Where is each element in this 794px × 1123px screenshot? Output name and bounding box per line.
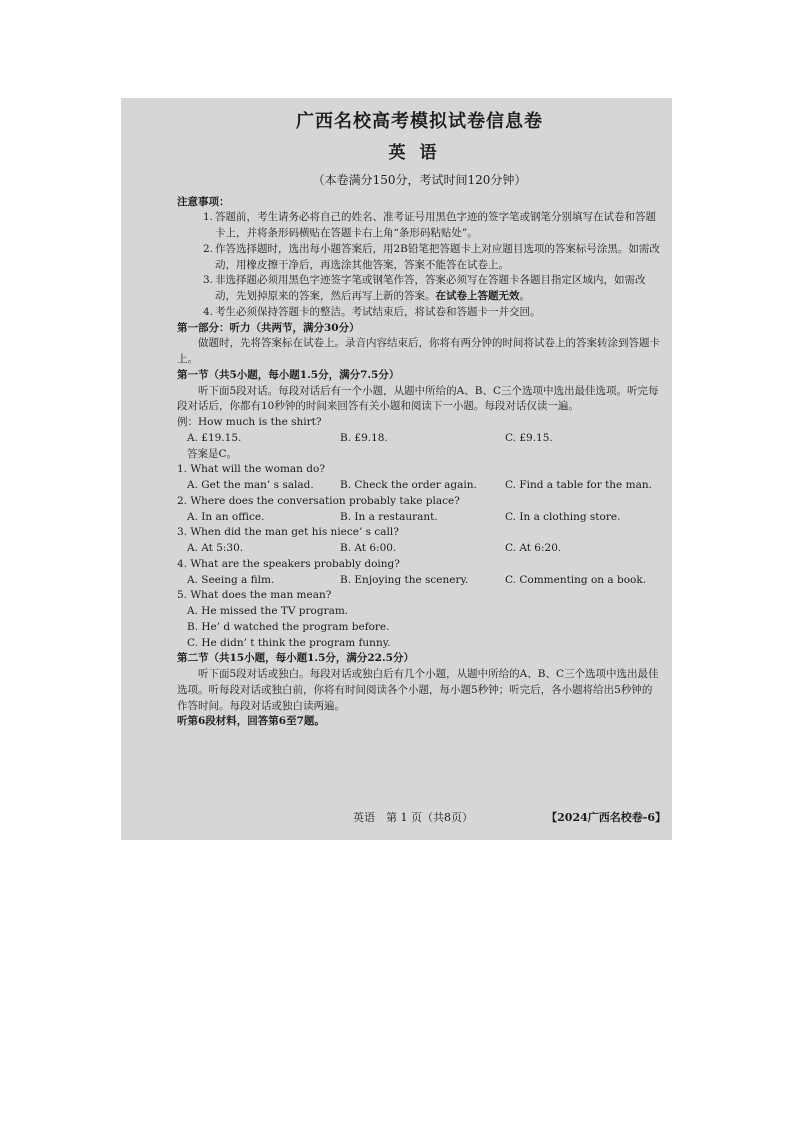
note-item: [203, 273, 662, 305]
subject-title: 英语: [388, 143, 451, 163]
example-question: 例：How much is the shirt?: [177, 416, 322, 428]
section1-heading: 第一节（共5小题，每小题1.5分，满分7.5分）: [177, 368, 400, 381]
section2-material: 听第6段材料，回答第6至7题。: [177, 715, 325, 728]
score-line: （本卷满分150分，考试时间120分钟）: [312, 172, 527, 187]
question-2-options: [187, 510, 662, 526]
question-5-option-b: B. He’ d watched the program before.: [187, 620, 390, 633]
question-3-options: [187, 541, 662, 557]
note-item: [203, 242, 662, 274]
option-c: C. In a clothing store.: [505, 510, 621, 523]
note-text: 考生必须保持答题卡的整洁。考试结束后，将试卷和答题卡一并交回。: [215, 305, 541, 318]
option-a: A. At 5:30.: [187, 542, 244, 554]
note-item: [203, 305, 662, 321]
note-number: 4.: [203, 305, 214, 318]
exam-code: 【2024广西名校卷-6】: [546, 811, 666, 824]
note-item: [203, 210, 662, 242]
question-5-option-c: C. He didn’ t think the program funny.: [187, 636, 391, 649]
option-a: A. £19.15.: [187, 431, 242, 444]
exam-page: [121, 98, 672, 840]
part1-heading: 第一部分：听力（共两节，满分30分）: [177, 321, 360, 334]
section2-intro: 听下面5段对话或独白。每段对话或独白后有几个小题，从题中所给的A、B、C三个选项中选出最佳选项。听每段对话或独白前，你将有时间阅读各个小题，每小题5秒钟；听完后，各小题将给出5秒钟的作答时间。每段对话或独白读两遍。: [177, 668, 659, 712]
page-number: 英语 第 1 页（共8页）: [353, 811, 473, 824]
question-4-options: [187, 573, 662, 589]
question-4: 4. What are the speakers probably doing?: [177, 557, 400, 570]
note-number: 3.: [203, 274, 214, 287]
note-text: 作答选择题时，选出每小题答案后，用2B铅笔把答题卡上对应题目选项的答案标号涂黑。如需改动，用橡皮擦干净后，再选涂其他答案，答案不能答在试卷上。: [215, 242, 660, 271]
note-text: 非选择题必须用黑色字迹签字笔或钢笔作答，答案必须写在答题卡各题目指定区域内，如需改动，先划掉原来的答案，然后再写上新的答案。: [215, 274, 646, 302]
question-5: 5. What does the man mean?: [177, 589, 332, 602]
option-b: B. Check the order again.: [340, 479, 477, 491]
note-bold-warning: 在试卷上答题无效: [435, 290, 520, 302]
question-1-options: [187, 478, 662, 494]
note-text-wrapper: [215, 273, 662, 305]
option-b: B. In a restaurant.: [340, 510, 438, 523]
option-c: C. Find a table for the man.: [505, 479, 652, 491]
question-2: 2. Where does the conversation probably take place?: [177, 494, 460, 507]
part1-intro: 做题时，先将答案标在试卷上。录音内容结束后，你将有两分钟的时间将试卷上的答案转涂到答题卡上。: [177, 337, 660, 365]
option-b: B. At 6:00.: [340, 542, 397, 554]
option-c: C. £9.15.: [505, 431, 553, 444]
section1-intro: 听下面5段对话。每段对话后有一个小题，从题中所给的A、B、C三个选项中选出最佳选项。听完每段对话后，你都有10秒钟的时间来回答有关小题和阅读下一小题。每段对话仅读一遍。: [177, 384, 659, 413]
section2-heading: 第二节（共15小题，每小题1.5分，满分22.5分）: [177, 652, 414, 665]
example-options: [187, 431, 662, 447]
option-c: C. At 6:20.: [505, 542, 562, 554]
example-answer: 答案是C。: [187, 447, 238, 460]
option-a: A. In an office.: [187, 510, 265, 523]
note-text: 答题前，考生请务必将自己的姓名、准考证号用黑色字迹的签字笔或钢笔分别填写在试卷和答题卡上，并将条形码横贴在答题卡右上角“条形码粘贴处”。: [215, 211, 656, 239]
option-b: B. £9.18.: [340, 431, 388, 444]
option-b: B. Enjoying the scenery.: [340, 573, 469, 586]
note-text-tail: 。: [519, 290, 530, 302]
question-1: 1. What will the woman do?: [177, 463, 325, 476]
question-5-option-a: A. He missed the TV program.: [187, 605, 349, 617]
option-a: A. Seeing a film.: [187, 573, 275, 586]
option-a: A. Get the man’ s salad.: [187, 479, 314, 491]
exam-title: 广西名校高考模拟试卷信息卷: [296, 111, 543, 132]
note-number: 1.: [203, 211, 214, 224]
question-3: 3. When did the man get his niece’ s call?: [177, 526, 399, 539]
notes-heading: 注意事项：: [177, 195, 230, 208]
note-number: 2.: [203, 242, 214, 255]
option-c: C. Commenting on a book.: [505, 573, 647, 586]
